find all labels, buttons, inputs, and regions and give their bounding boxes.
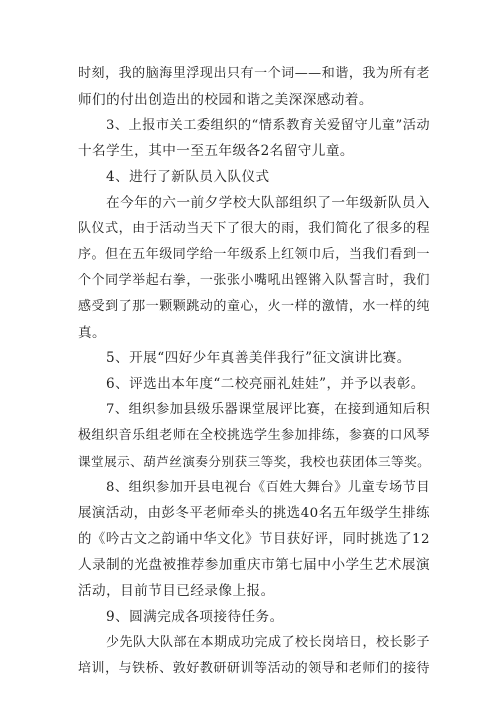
text-line: 课堂展示、葫芦丝演奏分别获三等奖，我校也获团体三等奖。 [78,454,431,469]
text-line: 活动，目前节目已经录像上报。 [78,583,275,599]
text-line: 真。 [78,325,107,341]
text-line: 师们的付出创造出的校园和谐之美深深感动着。 [78,92,373,108]
text-line: 序。但在五年级同学给一年级系上红领巾后，当我们看到一 [78,247,430,262]
text-line: 极组织音乐组老师在全校挑选学生参加排练，参赛的口风琴 [78,428,430,443]
text-line: 在今年的六一前夕学校大队部组织了一年级新队员入 [106,195,430,211]
section-heading: 9、圆满完成各项接待任务。 [106,609,284,625]
text-line: 3、上报市关工委组织的“情系教育关爱留守儿童”活动 [106,118,430,133]
section-heading: 4、进行了新队员入队仪式 [106,169,270,185]
text-line: 8、组织参加开县电视台《百姓大舞台》儿童专场节目 [106,480,430,495]
text-line: 培训，与铁桥、敦好教研研训等活动的领导和老师们的接待 [78,661,430,676]
text-line: 人录制的光盘被推荐参加重庆市第七届中小学生艺术展演 [78,557,430,573]
text-line: 5、开展“四好少年真善美伴我行”征文演讲比赛。 [106,350,411,366]
text-line: 十名学生，其中一至五年级各2名留守儿童。 [78,143,354,159]
text-line: 个个同学举起右拳，一张张小嘴吼出铿锵入队誓言时，我们 [78,273,430,288]
text-line: 感受到了那一颗颗跳动的童心，火一样的激情，水一样的纯 [78,299,430,314]
text-line: 少先队大队部在本期成功完成了校长岗培日，校长影子 [106,635,430,650]
text-line: 展演活动，由彭冬平老师牵头的挑选40名五年级学生排练 [78,506,430,521]
text-line: 7、组织参加县级乐器课堂展评比赛，在接到通知后积 [106,402,430,417]
text-line: 的《吟古文之韵诵中华文化》节目获好评，同时挑选了12 [78,532,430,547]
text-line: 队仪式，由于活动当天下了很大的雨，我们简化了很多的程 [78,221,430,236]
text-line: 时刻，我的脑海里浮现出只有一个词——和谐，我为所有老 [78,66,430,81]
text-line: 6、评选出本年度“二校亮丽礼娃娃”，并予以表彰。 [106,376,425,392]
